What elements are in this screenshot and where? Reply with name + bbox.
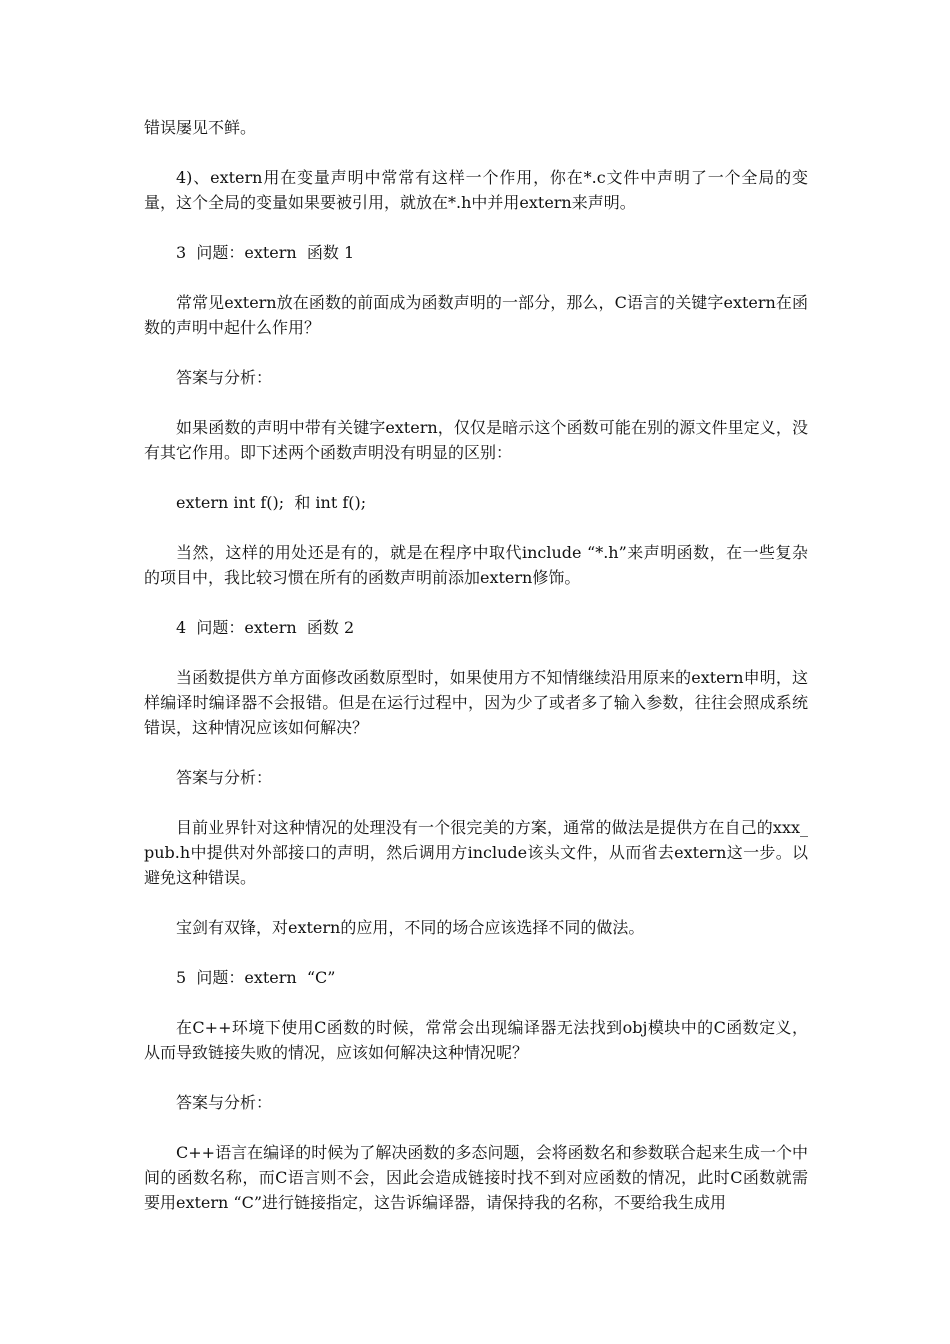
heading-question-5: 5 问题：extern “C” bbox=[176, 968, 336, 987]
paragraph-answer-5: C++语言在编译的时候为了解决函数的多态问题，会将函数名和参数联合起来生成一个中间的函数名称，而C语言则不会，因此会造成链接时找不到对应函数的情况，此时C函数就需要用extern “C”进行链接指定，这告诉编译器，请保持我的名称，不要给我生成用 bbox=[144, 1143, 808, 1212]
paragraph-extern-variable: 4)、extern用在变量声明中常常有这样一个作用，你在*.c文件中声明了一个全局的变量，这个全局的变量如果要被引用，就放在*.h中并用extern来声明。 bbox=[144, 168, 808, 212]
heading-question-3: 3 问题：extern 函数 1 bbox=[176, 243, 355, 262]
answer-label-3: 答案与分析： bbox=[176, 1093, 273, 1112]
paragraph-answer-4: 目前业界针对这种情况的处理没有一个很完美的方案，通常的做法是提供方在自己的xxx_pub.h中提供对外部接口的声明，然后调用方include该头文件，从而省去extern这一步。以避免这种错误。 bbox=[144, 818, 808, 887]
paragraph-include-usage: 当然，这样的用处还是有的，就是在程序中取代include “*.h”来声明函数，在一些复杂的项目中，我比较习惯在所有的函数声明前添加extern修饰。 bbox=[144, 543, 808, 587]
paragraph-question-5: 在C++环境下使用C函数的时候，常常会出现编译器无法找到obj模块中的C函数定义，从而导致链接失败的情况，应该如何解决这种情况呢？ bbox=[144, 1018, 808, 1062]
answer-label-1: 答案与分析： bbox=[176, 368, 273, 387]
paragraph-answer-3: 如果函数的声明中带有关键字extern，仅仅是暗示这个函数可能在别的源文件里定义，没有其它作用。即下述两个函数声明没有明显的区别： bbox=[144, 418, 808, 462]
paragraph-question-4: 当函数提供方单方面修改函数原型时，如果使用方不知情继续沿用原来的extern申明，这样编译时编译器不会报错。但是在运行过程中，因为少了或者多了输入参数，往往会照成系统错误，这种情况应该如何解决？ bbox=[144, 668, 808, 737]
paragraph-continuation: 错误屡见不鲜。 bbox=[144, 118, 257, 137]
code-example: extern int f(); 和 int f(); bbox=[176, 493, 367, 512]
paragraph-question-3: 常常见extern放在函数的前面成为函数声明的一部分，那么，C语言的关键字extern在函数的声明中起什么作用？ bbox=[144, 293, 808, 337]
paragraph-double-edged: 宝剑有双锋，对extern的应用，不同的场合应该选择不同的做法。 bbox=[176, 918, 645, 937]
answer-label-2: 答案与分析： bbox=[176, 768, 273, 787]
heading-question-4: 4 问题：extern 函数 2 bbox=[176, 618, 355, 637]
